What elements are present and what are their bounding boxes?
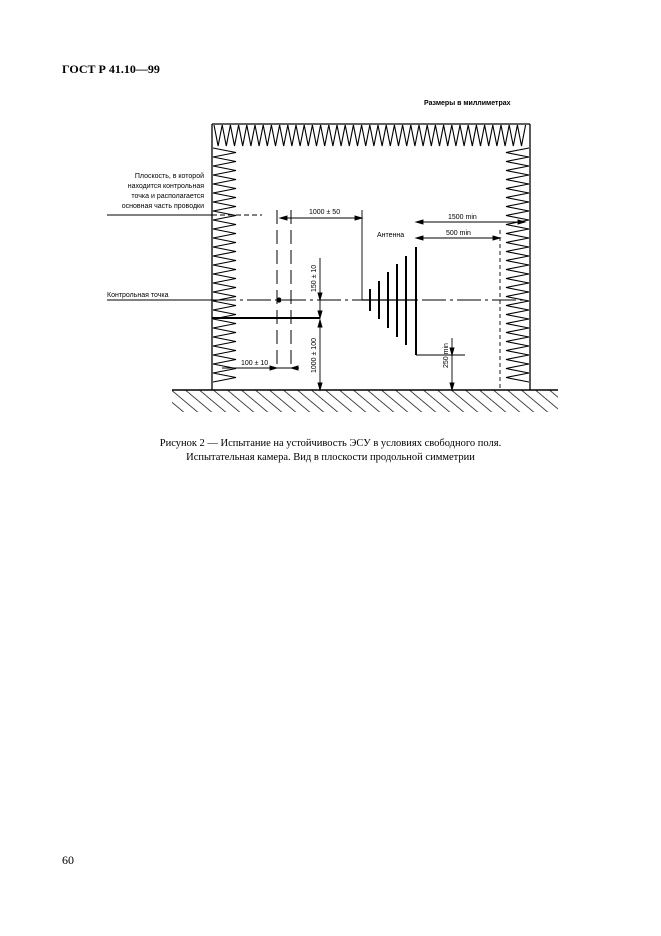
dim-150-10-text: 150 ± 10: [311, 264, 318, 292]
control-point-label: Контрольная точка: [107, 292, 169, 299]
dim-1000-50-text: 1000 ± 50: [309, 209, 341, 216]
chamber-walls: [212, 124, 530, 390]
plane-label-line-2: находится контрольная: [127, 183, 204, 190]
dim-1000-100-text: 1000 ± 100: [311, 338, 318, 373]
control-point-verticals: [277, 210, 291, 370]
page-number: 60: [62, 853, 74, 867]
ground-hatching: [172, 390, 558, 412]
plane-label-line-4: основная часть проводки: [121, 203, 204, 210]
dim-1000-50-lines: [280, 210, 362, 300]
dim-250-min-text: 250 min: [443, 343, 450, 368]
plane-label-line-1: Плоскость, в которой: [134, 173, 204, 180]
dim-250-min-lines: [416, 338, 465, 390]
plane-label-line-3: точка и располагается: [131, 193, 204, 200]
dim-1500-min-text: 1500 min: [448, 214, 477, 221]
dim-150-10-lines: [318, 258, 322, 318]
dim-500-min-text: 500 min: [446, 230, 471, 237]
log-periodic-antenna: [362, 247, 416, 355]
absorber-zigzags: [213, 125, 529, 382]
control-point-marker: [276, 297, 281, 302]
dim-500-min-lines: [416, 230, 500, 390]
dim-100-10-text: 100 ± 10: [241, 360, 269, 367]
figure-caption-line-1: Рисунок 2 — Испытание на устойчивость ЭСУ в условиях свободного поля.: [159, 438, 502, 449]
dim-1000-100-lines: [318, 320, 322, 390]
units-note: Размеры в миллиметрах: [424, 100, 511, 107]
antenna-label: Антенна: [377, 232, 405, 239]
figure-caption-line-2: Испытательная камера. Вид в плоскости продольной симметрии: [186, 452, 475, 463]
document-header: ГОСТ Р 41.10—99: [62, 62, 160, 76]
